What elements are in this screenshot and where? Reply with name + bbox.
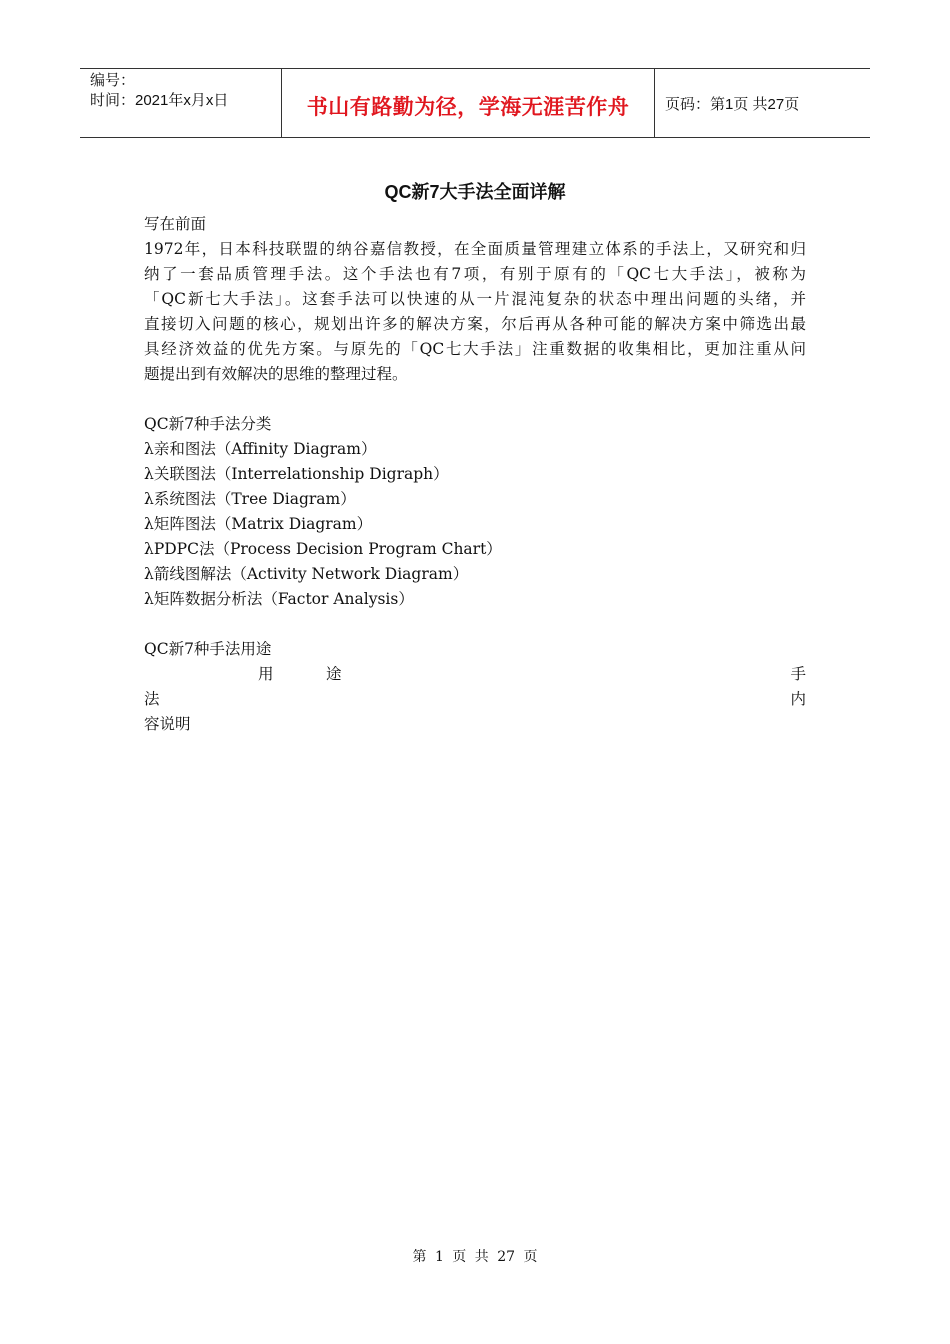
usage-table-header-row	[144, 662, 806, 687]
intro-heading: 写在前面	[144, 215, 207, 233]
page-footer: 第 1 页 共 27 页	[412, 1249, 538, 1265]
classification-item: λ矩阵图法（Matrix Diagram）	[144, 515, 373, 533]
header-page-cell	[655, 69, 870, 137]
document-header	[80, 68, 870, 138]
document-date: 时间：2021年x月x日	[90, 92, 229, 109]
classification-item: λ箭线图解法（Activity Network Diagram）	[144, 565, 469, 583]
intro-line: 1972年，日本科技联盟的纳谷嘉信教授，在全面质量管理建立体系的手法上，又研究和归	[144, 240, 806, 258]
classification-item: λ关联图法（Interrelationship Digraph）	[144, 465, 449, 483]
usage-col-label: 途	[326, 665, 342, 683]
spacer	[144, 612, 806, 637]
classification-item: λ矩阵数据分析法（Factor Analysis）	[144, 590, 414, 608]
classification-item: λPDPC法（Process Decision Program Chart）	[144, 540, 502, 558]
classification-item: λ系统图法（Tree Diagram）	[144, 490, 356, 508]
spacer	[144, 387, 806, 412]
method-col-label: 法	[144, 690, 160, 708]
usage-table-header-row	[144, 687, 806, 712]
method-col-label: 手	[790, 665, 806, 683]
header-page-info: 页码：第1页 共27页	[665, 96, 800, 113]
usage-heading: QC新7种手法用途	[144, 640, 272, 658]
content-col-label: 内	[790, 690, 806, 708]
document-title: QC新7大手法全面详解	[384, 182, 566, 202]
classification-heading: QC新7种手法分类	[144, 415, 272, 433]
classification-item: λ亲和图法（Affinity Diagram）	[144, 440, 377, 458]
header-meta-cell	[80, 69, 282, 137]
intro-line: 纳了一套品质管理手法。这个手法也有7项，有别于原有的「QC七大手法」，被称为	[144, 265, 806, 283]
usage-col-label: 用	[258, 665, 274, 683]
document-body	[144, 212, 806, 737]
header-motto: 书山有路勤为径，学海无涯苦作舟	[306, 96, 630, 119]
content-col-label: 容说明	[144, 715, 191, 733]
intro-line-last: 题提出到有效解决的思维的整理过程。	[144, 365, 408, 383]
intro-line: 具经济效益的优先方案。与原先的「QC七大手法」注重数据的收集相比，更加注重从问	[144, 340, 806, 358]
header-motto-cell	[282, 69, 655, 137]
intro-line: 直接切入问题的核心，规划出许多的解决方案，尔后再从各种可能的解决方案中筛选出最	[144, 315, 806, 333]
intro-line: 「QC新七大手法」。这套手法可以快速的从一片混沌复杂的状态中理出问题的头绪，并	[144, 290, 806, 308]
document-id-label: 编号：	[90, 72, 136, 89]
